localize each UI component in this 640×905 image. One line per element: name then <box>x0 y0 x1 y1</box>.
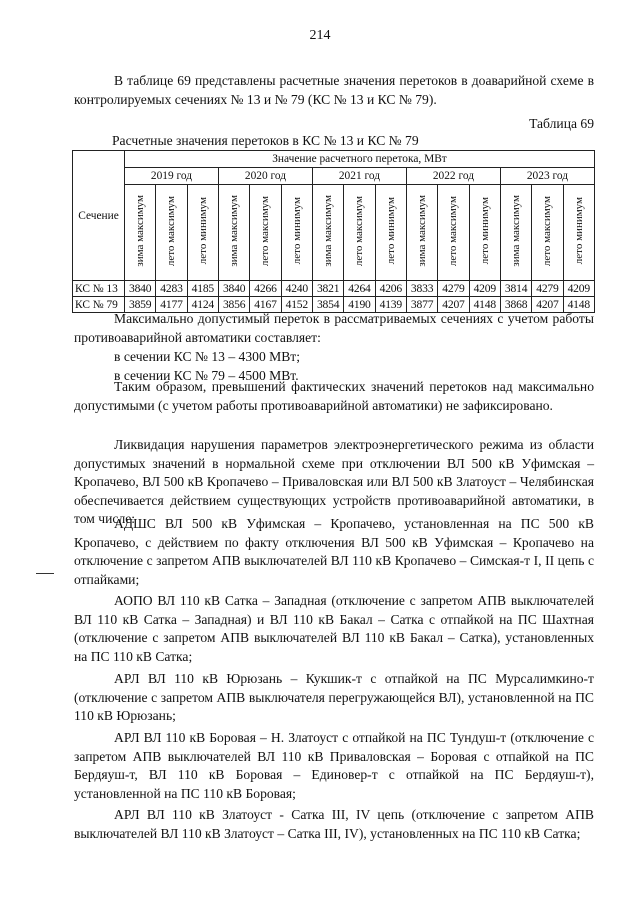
body-paragraph: АРЛ ВЛ 110 кВ Боровая – Н. Златоуст с отпайкой на ПС Тундуш-т (отключение с запретом АПВ выключателей ВЛ 110 кВ Приваловская – Боровая с отпайкой на ПС Бердяуш-т, ВЛ 110 кВ Боровая – Единовер-т с отпайкой на ПС Бердяуш-т), установленной на ПС 110 кВ Боровая; <box>74 730 594 801</box>
value-cell: 4209 <box>469 281 500 297</box>
body-paragraph: АДШС ВЛ 500 кВ Уфимская – Кропачево, установленная на ПС 500 кВ Кропачево, с действием по факту отключения ВЛ 500 кВ Уфимская – Кропачево на отключение с запретом АПВ выключателей ВЛ 110 кВ Кропачево – Симская-т I, II цепь с отпайками; <box>74 516 594 587</box>
value-cell: 4124 <box>187 297 218 313</box>
value-cell: 3814 <box>500 281 531 297</box>
body-paragraph: в сечении КС № 13 – 4300 МВт; <box>114 349 301 364</box>
table-caption: Расчетные значения перетоков в КС № 13 и КС № 79 <box>112 133 419 148</box>
row-label: КС № 79 <box>73 297 125 313</box>
body-paragraph: АРЛ ВЛ 110 кВ Златоуст - Сатка III, IV цепь (отключение с запретом АПВ выключателей ВЛ 110 кВ Златоуст – Сатка III, IV), установленных на ПС 110 кВ Сатка; <box>74 807 594 841</box>
subheader-cell: лето максимум <box>344 185 375 281</box>
year-header: 2022 год <box>406 168 500 185</box>
value-cell: 4167 <box>250 297 281 313</box>
value-cell: 3859 <box>125 297 156 313</box>
value-cell: 3877 <box>406 297 437 313</box>
value-cell: 3856 <box>218 297 249 313</box>
value-cell: 3833 <box>406 281 437 297</box>
intro-paragraph: В таблице 69 представлены расчетные значения перетоков в доаварийной схеме в контролируемых сечениях № 13 и № 79 (КС № 13 и КС № 79). <box>74 73 594 107</box>
table-row <box>73 281 595 297</box>
subheader-cell: лето максимум <box>438 185 469 281</box>
value-cell: 3821 <box>312 281 343 297</box>
body-paragraph: Максимально допустимый переток в рассматриваемых сечениях с учетом работы противоаварийной автоматики составляет: <box>74 311 594 345</box>
value-cell: 4279 <box>438 281 469 297</box>
section-header: Сечение <box>73 151 125 281</box>
value-cell: 4148 <box>469 297 500 313</box>
flow-table <box>72 150 595 313</box>
value-cell: 4266 <box>250 281 281 297</box>
margin-mark <box>36 573 54 574</box>
subheader-cell: зима максимум <box>218 185 249 281</box>
value-cell: 4148 <box>563 297 594 313</box>
year-header: 2020 год <box>218 168 312 185</box>
subheader-cell: лето минимум <box>563 185 594 281</box>
row-label: КС № 13 <box>73 281 125 297</box>
value-cell: 4283 <box>156 281 187 297</box>
value-cell: 4206 <box>375 281 406 297</box>
value-cell: 3854 <box>312 297 343 313</box>
value-cell: 4207 <box>438 297 469 313</box>
body-paragraph: в сечении КС № 79 – 4500 МВт. <box>114 368 299 383</box>
value-cell: 4209 <box>563 281 594 297</box>
year-header: 2019 год <box>125 168 219 185</box>
subheader-cell: лето минимум <box>375 185 406 281</box>
value-cell: 4152 <box>281 297 312 313</box>
value-cell: 4264 <box>344 281 375 297</box>
subheader-cell: лето максимум <box>532 185 563 281</box>
value-cell: 4207 <box>532 297 563 313</box>
value-cell: 3840 <box>125 281 156 297</box>
table-number: Таблица 69 <box>529 116 594 131</box>
value-cell: 3840 <box>218 281 249 297</box>
body-paragraph: Таким образом, превышений фактических значений перетоков над максимально допустимыми (с учетом работы противоаварийной автоматики) не зафиксировано. <box>74 379 594 413</box>
body-paragraph: АРЛ ВЛ 110 кВ Юрюзань – Кукшик-т с отпайкой на ПС Мурсалимкино-т (отключение с запретом АПВ выключателя перегружающейся ВЛ), установленной на ПС 110 кВ Юрюзань; <box>74 671 594 724</box>
value-cell: 3868 <box>500 297 531 313</box>
subheader-cell: зима максимум <box>406 185 437 281</box>
subheader-cell: зима максимум <box>125 185 156 281</box>
year-header: 2021 год <box>312 168 406 185</box>
value-cell: 4240 <box>281 281 312 297</box>
value-header: Значение расчетного перетока, МВт <box>125 151 595 168</box>
value-cell: 4279 <box>532 281 563 297</box>
body-paragraph: Ликвидация нарушения параметров электроэнергетического режима из области допустимых значений в нормальной схеме при отключении ВЛ 500 кВ Уфимская – Кропачево, ВЛ 500 кВ Кропачево – Приваловская или ВЛ 500 кВ Златоуст – Челябинская обеспечивается действием существующих устройств противоаварийной автоматики, в том числе: <box>74 437 594 527</box>
value-cell: 4177 <box>156 297 187 313</box>
subheader-cell: лето минимум <box>469 185 500 281</box>
page-number: 214 <box>309 28 331 43</box>
body-paragraph: АОПО ВЛ 110 кВ Сатка – Западная (отключение с запретом АПВ выключателей ВЛ 110 кВ Сатка – Западная) и ВЛ 110 кВ Бакал – Сатка с отпайкой на ПС Шахтная (отключение с запретом АПВ выключателей ВЛ 110 кВ Бакал – Сатка), установленных на ПС 110 кВ Сатка; <box>74 593 594 664</box>
value-cell: 4185 <box>187 281 218 297</box>
value-cell: 4190 <box>344 297 375 313</box>
subheader-cell: лето минимум <box>281 185 312 281</box>
subheader-cell: зима максимум <box>500 185 531 281</box>
year-header: 2023 год <box>500 168 594 185</box>
subheader-cell: лето максимум <box>156 185 187 281</box>
subheader-cell: лето максимум <box>250 185 281 281</box>
value-cell: 4139 <box>375 297 406 313</box>
subheader-cell: зима максимум <box>312 185 343 281</box>
subheader-cell: лето минимум <box>187 185 218 281</box>
